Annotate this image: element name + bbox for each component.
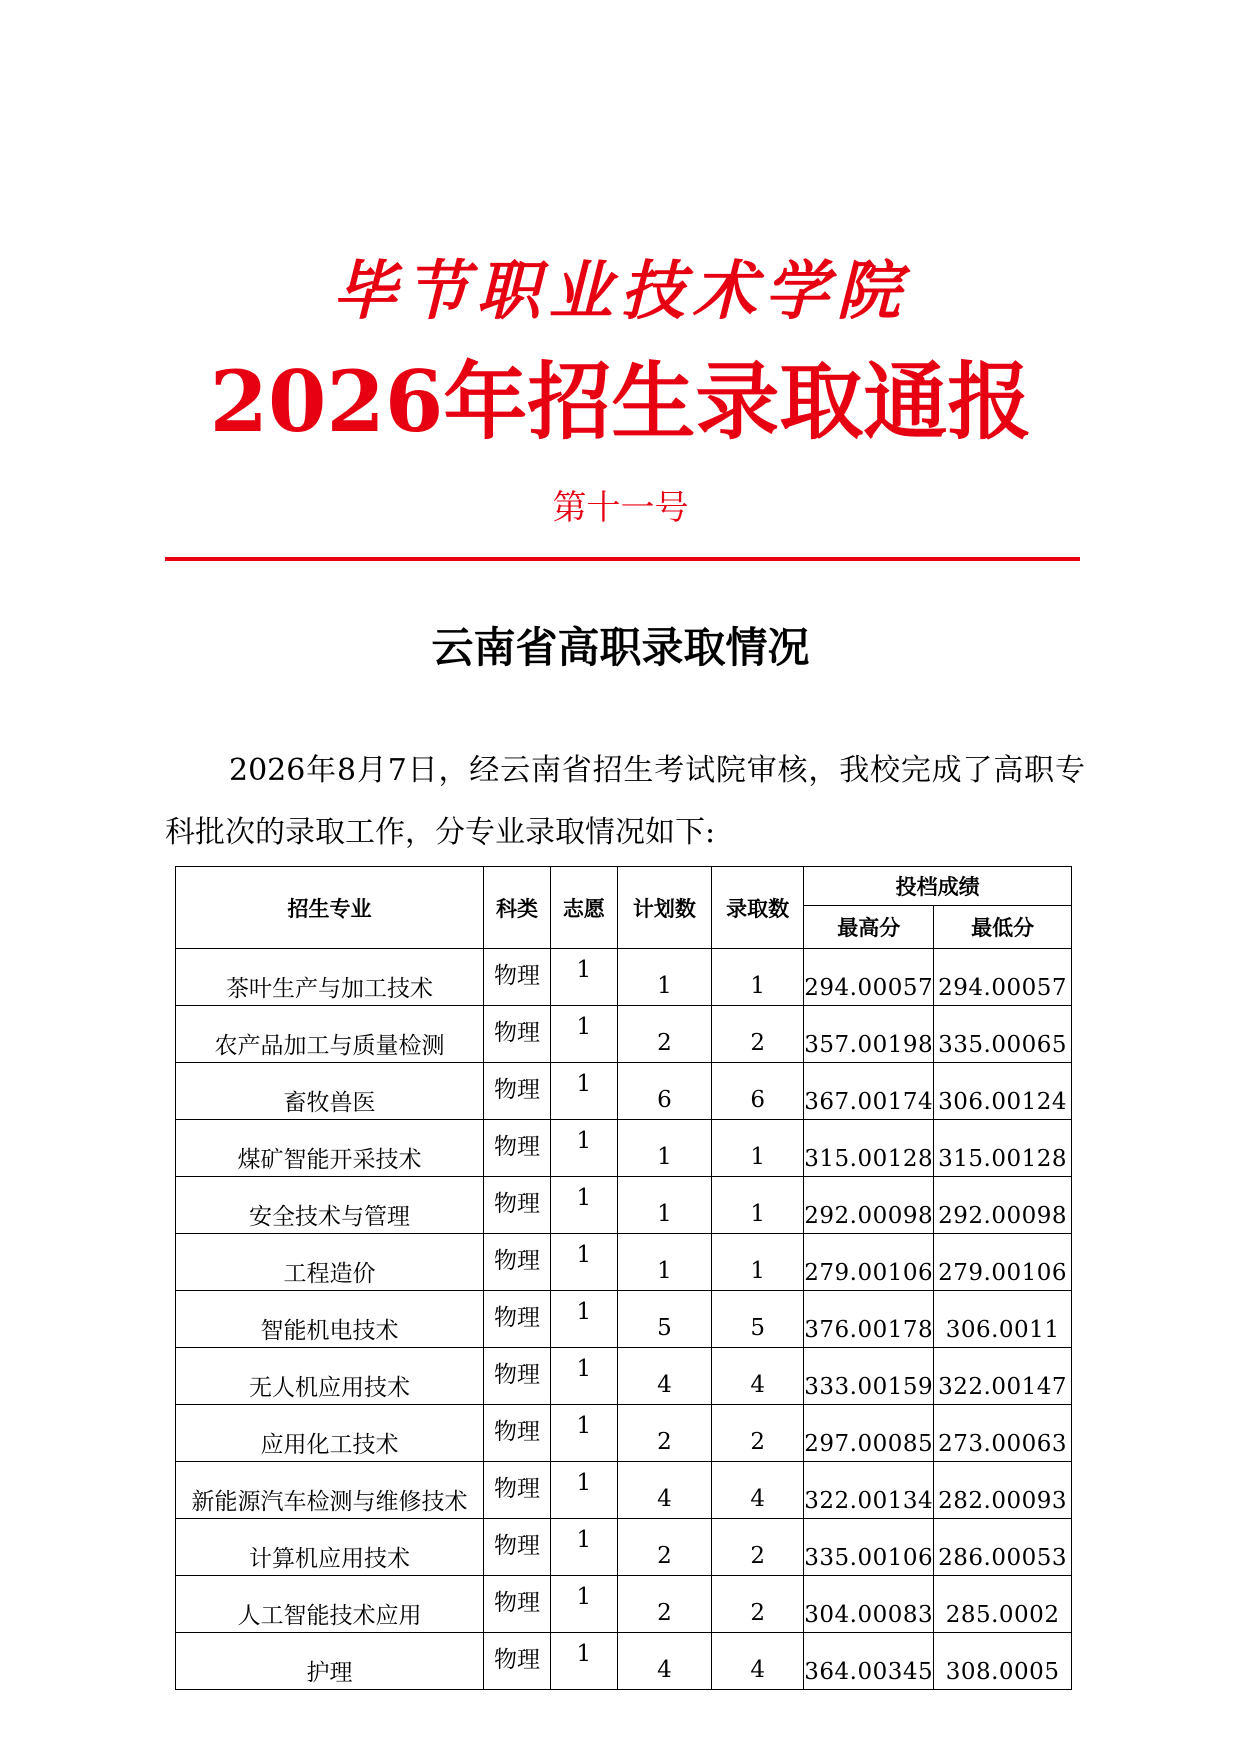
admitted-cell: 4 bbox=[712, 1348, 804, 1405]
max-score-cell: 333.00159 bbox=[804, 1348, 934, 1405]
plan-cell: 2 bbox=[617, 1576, 711, 1633]
min-score-cell: 292.00098 bbox=[934, 1177, 1072, 1234]
preference-cell: 1 bbox=[550, 1063, 617, 1120]
max-score-cell: 279.00106 bbox=[804, 1234, 934, 1291]
admitted-cell: 1 bbox=[712, 1120, 804, 1177]
admitted-cell: 2 bbox=[712, 1576, 804, 1633]
table-row bbox=[176, 1348, 1072, 1405]
preference-cell: 1 bbox=[550, 1576, 617, 1633]
category-cell: 物理 bbox=[483, 1291, 550, 1348]
header-score-group: 投档成绩 bbox=[804, 867, 1072, 906]
major-cell: 人工智能技术应用 bbox=[176, 1576, 484, 1633]
major-cell: 护理 bbox=[176, 1633, 484, 1690]
category-cell: 物理 bbox=[483, 1006, 550, 1063]
header-min-score: 最低分 bbox=[934, 906, 1072, 949]
min-score-cell: 286.00053 bbox=[934, 1519, 1072, 1576]
plan-cell: 4 bbox=[617, 1633, 711, 1690]
max-score-cell: 357.00198 bbox=[804, 1006, 934, 1063]
admitted-cell: 2 bbox=[712, 1405, 804, 1462]
min-score-cell: 322.00147 bbox=[934, 1348, 1072, 1405]
admitted-cell: 1 bbox=[712, 1177, 804, 1234]
table-row bbox=[176, 1234, 1072, 1291]
major-cell: 茶叶生产与加工技术 bbox=[176, 949, 484, 1006]
min-score-cell: 279.00106 bbox=[934, 1234, 1072, 1291]
table-body bbox=[176, 949, 1072, 1690]
min-score-cell: 282.00093 bbox=[934, 1462, 1072, 1519]
min-score-cell: 306.00124 bbox=[934, 1063, 1072, 1120]
admitted-cell: 2 bbox=[712, 1006, 804, 1063]
preference-cell: 1 bbox=[550, 949, 617, 1006]
category-cell: 物理 bbox=[483, 1234, 550, 1291]
category-cell: 物理 bbox=[483, 1063, 550, 1120]
plan-cell: 2 bbox=[617, 1519, 711, 1576]
max-score-cell: 376.00178 bbox=[804, 1291, 934, 1348]
admission-table bbox=[175, 866, 1072, 1690]
header-admitted: 录取数 bbox=[712, 867, 804, 949]
admitted-cell: 1 bbox=[712, 949, 804, 1006]
max-score-cell: 304.00083 bbox=[804, 1576, 934, 1633]
table-row bbox=[176, 1576, 1072, 1633]
table-row bbox=[176, 949, 1072, 1006]
table-row bbox=[176, 1291, 1072, 1348]
max-score-cell: 294.00057 bbox=[804, 949, 934, 1006]
admitted-cell: 1 bbox=[712, 1234, 804, 1291]
admitted-cell: 4 bbox=[712, 1633, 804, 1690]
notice-headline: 2026年招生录取通报 bbox=[209, 352, 1032, 451]
min-score-cell: 335.00065 bbox=[934, 1006, 1072, 1063]
max-score-cell: 315.00128 bbox=[804, 1120, 934, 1177]
plan-cell: 2 bbox=[617, 1006, 711, 1063]
major-cell: 无人机应用技术 bbox=[176, 1348, 484, 1405]
preference-cell: 1 bbox=[550, 1120, 617, 1177]
plan-cell: 4 bbox=[617, 1462, 711, 1519]
subject-title: 云南省高职录取情况 bbox=[431, 623, 810, 672]
major-cell: 农产品加工与质量检测 bbox=[176, 1006, 484, 1063]
table-row bbox=[176, 1063, 1072, 1120]
major-cell: 工程造价 bbox=[176, 1234, 484, 1291]
min-score-cell: 308.0005 bbox=[934, 1633, 1072, 1690]
category-cell: 物理 bbox=[483, 1177, 550, 1234]
school-name: 毕节职业技术学院 bbox=[332, 254, 909, 329]
plan-cell: 1 bbox=[617, 949, 711, 1006]
header-major: 招生专业 bbox=[176, 867, 484, 949]
preference-cell: 1 bbox=[550, 1519, 617, 1576]
min-score-cell: 306.0011 bbox=[934, 1291, 1072, 1348]
header-plan: 计划数 bbox=[617, 867, 711, 949]
category-cell: 物理 bbox=[483, 1633, 550, 1690]
category-cell: 物理 bbox=[483, 949, 550, 1006]
preference-cell: 1 bbox=[550, 1006, 617, 1063]
table-row bbox=[176, 1462, 1072, 1519]
header-preference: 志愿 bbox=[550, 867, 617, 949]
plan-cell: 2 bbox=[617, 1405, 711, 1462]
major-cell: 畜牧兽医 bbox=[176, 1063, 484, 1120]
min-score-cell: 294.00057 bbox=[934, 949, 1072, 1006]
table-row bbox=[176, 1633, 1072, 1690]
plan-cell: 1 bbox=[617, 1120, 711, 1177]
min-score-cell: 273.00063 bbox=[934, 1405, 1072, 1462]
admitted-cell: 4 bbox=[712, 1462, 804, 1519]
plan-cell: 1 bbox=[617, 1234, 711, 1291]
preference-cell: 1 bbox=[550, 1177, 617, 1234]
table-row bbox=[176, 1405, 1072, 1462]
table-row bbox=[176, 1519, 1072, 1576]
max-score-cell: 335.00106 bbox=[804, 1519, 934, 1576]
max-score-cell: 367.00174 bbox=[804, 1063, 934, 1120]
major-cell: 安全技术与管理 bbox=[176, 1177, 484, 1234]
header-max-score: 最高分 bbox=[804, 906, 934, 949]
table-row bbox=[176, 1177, 1072, 1234]
major-cell: 智能机电技术 bbox=[176, 1291, 484, 1348]
table-row bbox=[176, 1120, 1072, 1177]
header-category: 科类 bbox=[483, 867, 550, 949]
max-score-cell: 322.00134 bbox=[804, 1462, 934, 1519]
plan-cell: 4 bbox=[617, 1348, 711, 1405]
issue-number: 第十一号 bbox=[552, 488, 689, 528]
category-cell: 物理 bbox=[483, 1576, 550, 1633]
category-cell: 物理 bbox=[483, 1120, 550, 1177]
preference-cell: 1 bbox=[550, 1348, 617, 1405]
preference-cell: 1 bbox=[550, 1291, 617, 1348]
category-cell: 物理 bbox=[483, 1462, 550, 1519]
red-divider bbox=[165, 557, 1080, 561]
admitted-cell: 2 bbox=[712, 1519, 804, 1576]
plan-cell: 5 bbox=[617, 1291, 711, 1348]
max-score-cell: 292.00098 bbox=[804, 1177, 934, 1234]
admitted-cell: 6 bbox=[712, 1063, 804, 1120]
preference-cell: 1 bbox=[550, 1462, 617, 1519]
preference-cell: 1 bbox=[550, 1405, 617, 1462]
table-header-row bbox=[176, 867, 1072, 906]
major-cell: 新能源汽车检测与维修技术 bbox=[176, 1462, 484, 1519]
max-score-cell: 364.00345 bbox=[804, 1633, 934, 1690]
plan-cell: 6 bbox=[617, 1063, 711, 1120]
major-cell: 计算机应用技术 bbox=[176, 1519, 484, 1576]
min-score-cell: 315.00128 bbox=[934, 1120, 1072, 1177]
major-cell: 煤矿智能开采技术 bbox=[176, 1120, 484, 1177]
major-cell: 应用化工技术 bbox=[176, 1405, 484, 1462]
max-score-cell: 297.00085 bbox=[804, 1405, 934, 1462]
table-row bbox=[176, 1006, 1072, 1063]
admitted-cell: 5 bbox=[712, 1291, 804, 1348]
min-score-cell: 285.0002 bbox=[934, 1576, 1072, 1633]
category-cell: 物理 bbox=[483, 1519, 550, 1576]
category-cell: 物理 bbox=[483, 1348, 550, 1405]
category-cell: 物理 bbox=[483, 1405, 550, 1462]
plan-cell: 1 bbox=[617, 1177, 711, 1234]
preference-cell: 1 bbox=[550, 1234, 617, 1291]
preference-cell: 1 bbox=[550, 1633, 617, 1690]
intro-paragraph: 2026年8月7日，经云南省招生考试院审核，我校完成了高职专科批次的录取工作，分专业录取情况如下: bbox=[165, 753, 1085, 850]
